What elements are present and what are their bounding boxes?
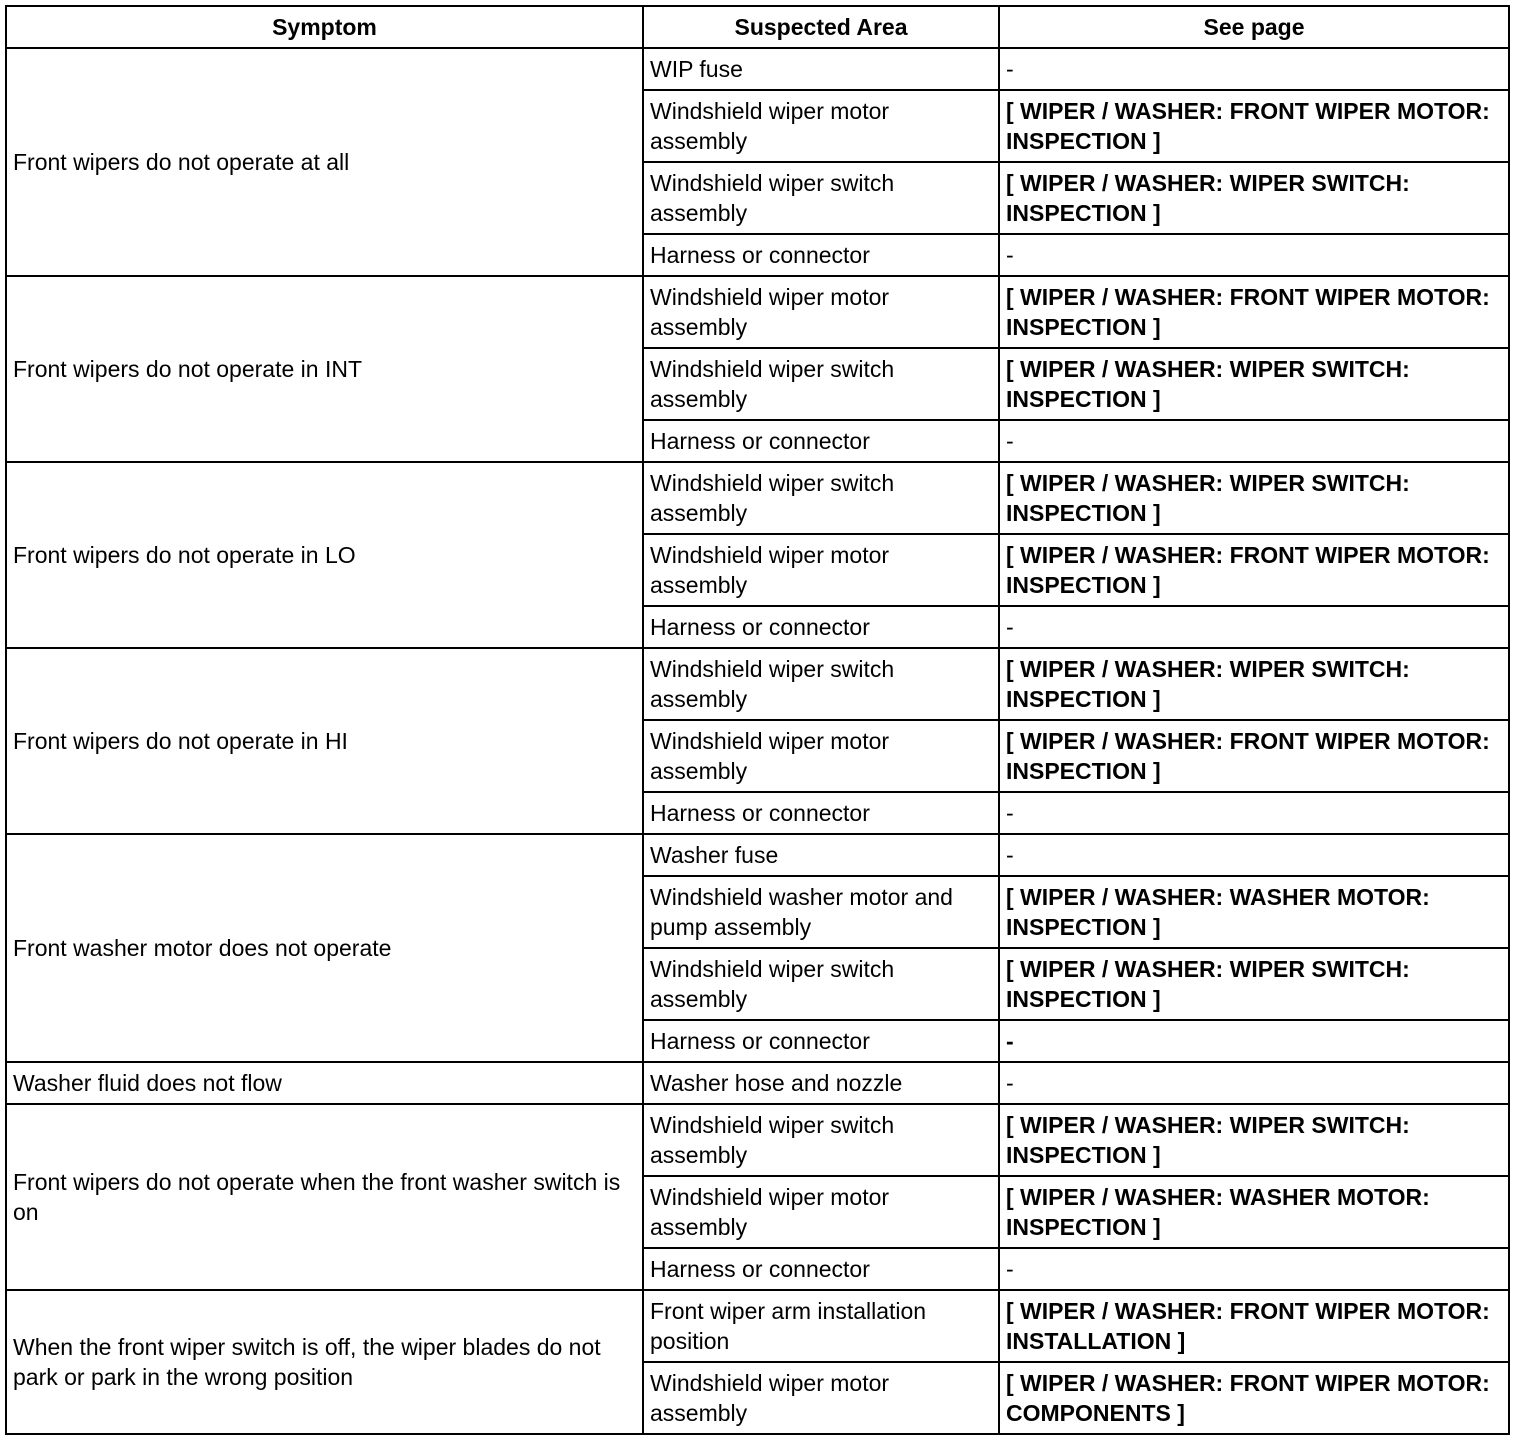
see-page-link[interactable]: [ WIPER / WASHER: WIPER SWITCH: INSPECTION ] [999,348,1509,420]
suspected-area-cell: Washer hose and nozzle [643,1062,999,1104]
table-row [6,648,1509,720]
see-page-link[interactable]: [ WIPER / WASHER: WIPER SWITCH: INSPECTION ] [999,1104,1509,1176]
symptom-cell: Front wipers do not operate at all [6,48,643,276]
suspected-area-cell: Windshield wiper motor assembly [643,1176,999,1248]
table-row [6,48,1509,90]
suspected-area-cell: Windshield wiper switch assembly [643,948,999,1020]
see-page-link[interactable]: [ WIPER / WASHER: WIPER SWITCH: INSPECTION ] [999,462,1509,534]
suspected-area-cell: Windshield wiper switch assembly [643,1104,999,1176]
see-page-link[interactable]: [ WIPER / WASHER: FRONT WIPER MOTOR: INSPECTION ] [999,276,1509,348]
table-row [6,1104,1509,1176]
see-page-cell: - [999,234,1509,276]
symptom-cell: Front wipers do not operate in LO [6,462,643,648]
suspected-area-cell: Front wiper arm installation position [643,1290,999,1362]
suspected-area-cell: Harness or connector [643,234,999,276]
table-row [6,276,1509,348]
suspected-area-cell: Windshield wiper switch assembly [643,162,999,234]
see-page-cell: - [999,606,1509,648]
table-row [6,462,1509,534]
see-page-link[interactable]: [ WIPER / WASHER: FRONT WIPER MOTOR: INSPECTION ] [999,720,1509,792]
symptom-cell: Front wipers do not operate when the front washer switch is on [6,1104,643,1290]
suspected-area-cell: Windshield washer motor and pump assembly [643,876,999,948]
suspected-area-cell: Windshield wiper motor assembly [643,534,999,606]
header-symptom: Symptom [6,6,643,48]
see-page-link[interactable]: [ WIPER / WASHER: WASHER MOTOR: INSPECTION ] [999,876,1509,948]
see-page-link[interactable]: [ WIPER / WASHER: FRONT WIPER MOTOR: COMPONENTS ] [999,1362,1509,1434]
see-page-link[interactable]: [ WIPER / WASHER: WIPER SWITCH: INSPECTION ] [999,948,1509,1020]
suspected-area-cell: Windshield wiper motor assembly [643,90,999,162]
see-page-cell: - [999,1062,1509,1104]
suspected-area-cell: Harness or connector [643,420,999,462]
table-row [6,834,1509,876]
header-see-page: See page [999,6,1509,48]
symptom-cell: Front washer motor does not operate [6,834,643,1062]
symptom-cell: Front wipers do not operate in HI [6,648,643,834]
symptom-cell: Washer fluid does not flow [6,1062,643,1104]
suspected-area-cell: Windshield wiper motor assembly [643,1362,999,1434]
suspected-area-cell: Washer fuse [643,834,999,876]
see-page-link[interactable]: [ WIPER / WASHER: WIPER SWITCH: INSPECTION ] [999,162,1509,234]
symptom-table [5,5,1510,1435]
see-page-cell: - [999,1248,1509,1290]
see-page-cell: - [999,1020,1509,1062]
table-row [6,1290,1509,1362]
suspected-area-cell: Windshield wiper switch assembly [643,648,999,720]
symptom-cell: Front wipers do not operate in INT [6,276,643,462]
table-row [6,1062,1509,1104]
see-page-cell: - [999,834,1509,876]
suspected-area-cell: Windshield wiper switch assembly [643,348,999,420]
suspected-area-cell: Windshield wiper switch assembly [643,462,999,534]
header-row [6,6,1509,48]
see-page-link[interactable]: [ WIPER / WASHER: WASHER MOTOR: INSPECTION ] [999,1176,1509,1248]
see-page-link[interactable]: [ WIPER / WASHER: FRONT WIPER MOTOR: INSTALLATION ] [999,1290,1509,1362]
table-body [6,48,1509,1434]
suspected-area-cell: Harness or connector [643,606,999,648]
suspected-area-cell: Harness or connector [643,792,999,834]
see-page-link[interactable]: [ WIPER / WASHER: FRONT WIPER MOTOR: INSPECTION ] [999,90,1509,162]
suspected-area-cell: Windshield wiper motor assembly [643,720,999,792]
see-page-link[interactable]: [ WIPER / WASHER: FRONT WIPER MOTOR: INSPECTION ] [999,534,1509,606]
suspected-area-cell: Harness or connector [643,1248,999,1290]
see-page-cell: - [999,792,1509,834]
suspected-area-cell: WIP fuse [643,48,999,90]
suspected-area-cell: Harness or connector [643,1020,999,1062]
see-page-cell: - [999,420,1509,462]
suspected-area-cell: Windshield wiper motor assembly [643,276,999,348]
symptom-cell: When the front wiper switch is off, the wiper blades do not park or park in the wrong position [6,1290,643,1434]
header-suspected-area: Suspected Area [643,6,999,48]
see-page-link[interactable]: [ WIPER / WASHER: WIPER SWITCH: INSPECTION ] [999,648,1509,720]
see-page-cell: - [999,48,1509,90]
